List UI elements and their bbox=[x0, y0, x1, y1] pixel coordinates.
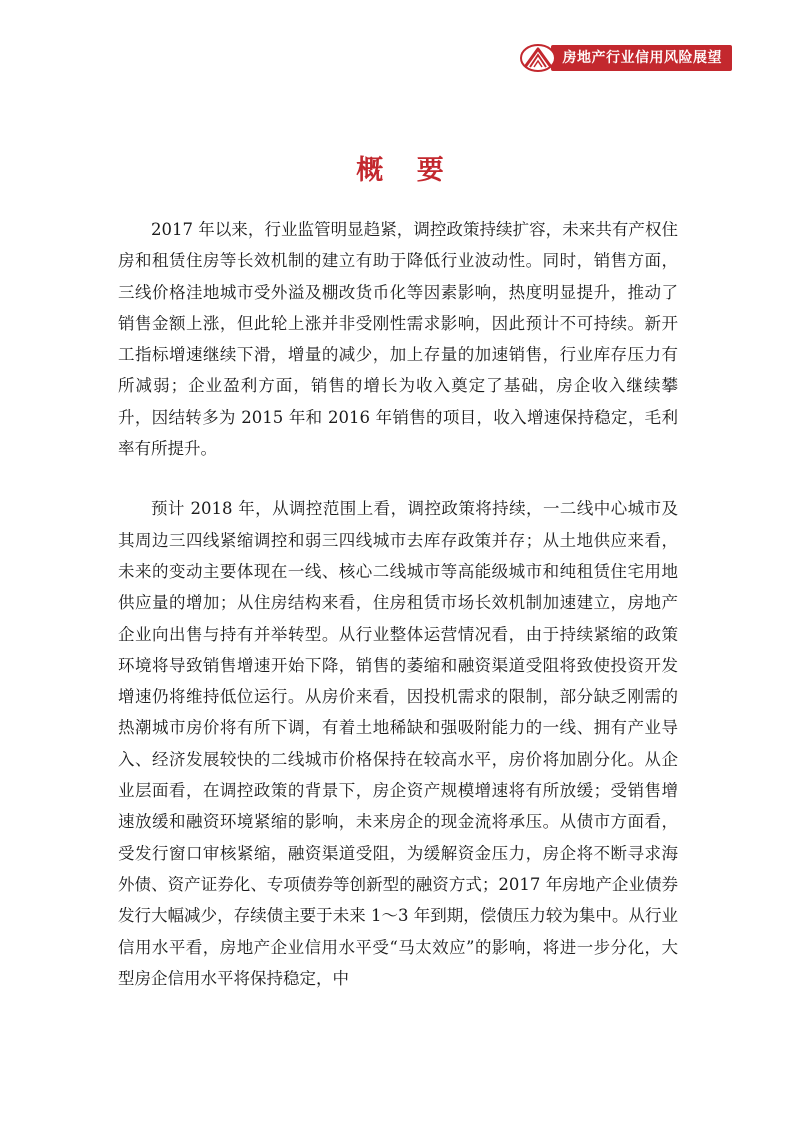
summary-paragraph-1: 2017 年以来，行业监管明显趋紧，调控政策持续扩容，未来共有产权住房和租赁住房等长效机制的建立有助于降低行业波动性。同时，销售方面，三线价格洼地城市受外溢及棚改货币化等因素影响，热度明显提升，推动了销售金额上涨，但此轮上涨并非受刚性需求影响，因此预计不可持续。新开工指标增速继续下滑，增量的减少，加上存量的加速销售，行业库存压力有所减弱；企业盈利方面，销售的增长为收入奠定了基础，房企收入继续攀升，因结转多为 2015 年和 2016 年销售的项目，收入增速保持稳定，毛利率有所提升。 bbox=[118, 220, 678, 459]
summary-paragraph-2: 预计 2018 年，从调控范围上看，调控政策将持续，一二线中心城市及其周边三四线紧缩调控和弱三四线城市去库存政策并存；从土地供应来看，未来的变动主要体现在一线、核心二线城市等高能级城市和纯租赁住宅用地供应量的增加；从住房结构来看，住房租赁市场长效机制加速建立，房地产企业向出售与持有并举转型。从行业整体运营情况看，由于持续紧缩的政策环境将导致销售增速开始下降，销售的萎缩和融资渠道受阻将致使投资开发增速仍将维持低位运行。从房价来看，因投机需求的限制，部分缺乏刚需的热潮城市房价将有所下调，有着土地稀缺和强吸附能力的一线、拥有产业导入、经济发展较快的二线城市价格保持在较高水平，房价将加剧分化。从企业层面看，在调控政策的背景下，房企资产规模增速将有所放缓；受销售增速放缓和融资环境紧缩的影响，未来房企的现金流将承压。从债市方面看，受发行窗口审核紧缩，融资渠道受阻，为缓解资金压力，房企将不断寻求海外债、资产证券化、专项债券等创新型的融资方式；2017 年房地产企业债券发行大幅减少，存续债主要于未来 1～3 年到期，偿债压力较为集中。从行业信用水平看，房地产企业信用水平受“马太效应”的影响，将进一步分化，大型房企信用水平将保持稳定，中 bbox=[118, 499, 678, 988]
summary-body bbox=[118, 214, 678, 994]
page-title: 概 要 bbox=[356, 155, 456, 186]
page-header bbox=[519, 44, 733, 72]
report-banner: 房地产行业信用风险展望 bbox=[551, 45, 733, 71]
house-roof-logo-icon bbox=[519, 43, 557, 73]
